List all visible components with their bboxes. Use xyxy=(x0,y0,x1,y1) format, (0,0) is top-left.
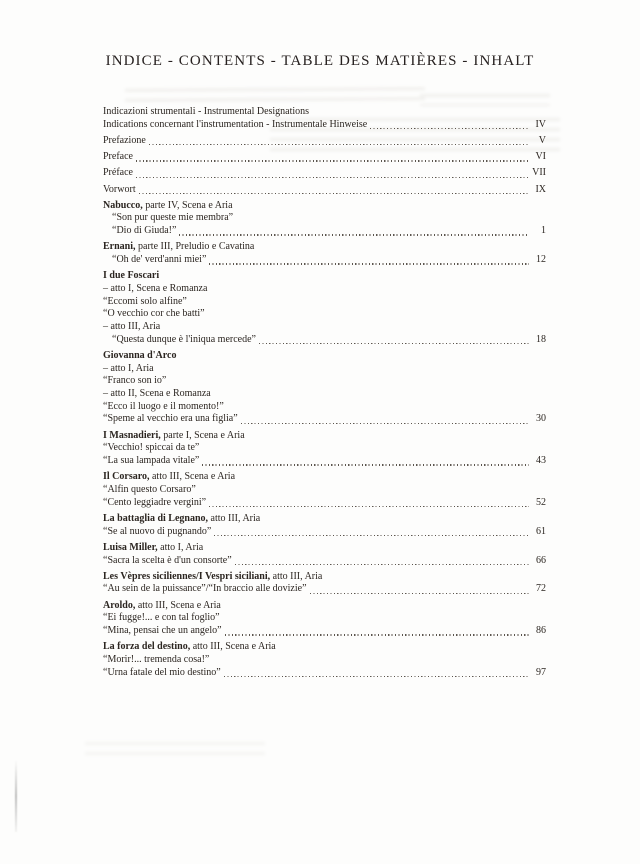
line-text: Indications concernant l'instrumentation - Instrumentale Hinweise xyxy=(103,118,368,130)
dotted-leader xyxy=(259,343,529,344)
page-title: INDICE - CONTENTS - TABLE DES MATIÈRES - INHALT xyxy=(105,53,535,69)
line-text: “Mina, pensai che un angelo” xyxy=(103,625,222,637)
line-text: “Au sein de la puissance”/“In braccio alle dovizie” xyxy=(103,583,307,595)
line-text: “Vecchio! spiccai da te” xyxy=(103,442,200,454)
page-number: 72 xyxy=(536,583,546,595)
dotted-leader xyxy=(241,423,529,424)
toc-line xyxy=(103,151,546,164)
dotted-leader xyxy=(214,535,529,536)
page-number: 66 xyxy=(536,554,546,566)
line-text: atto III, Aria xyxy=(270,570,323,582)
toc-line xyxy=(103,612,546,625)
line-text: Préface xyxy=(103,167,133,179)
line-text: “Son pur queste mie membra” xyxy=(112,212,234,224)
toc-line xyxy=(103,641,546,654)
toc-line xyxy=(103,283,546,296)
line-text: – atto III, Aria xyxy=(103,321,161,333)
dotted-leader xyxy=(235,564,529,565)
dotted-leader xyxy=(310,593,529,594)
toc-section xyxy=(103,270,546,346)
toc-section xyxy=(103,151,546,164)
dotted-leader xyxy=(225,634,529,635)
toc-line xyxy=(103,471,546,484)
line-text: atto III, Scena e Aria xyxy=(149,471,236,483)
work-title: La battaglia di Legnano, xyxy=(103,512,209,524)
toc-line xyxy=(103,270,546,283)
toc-line xyxy=(103,212,546,225)
work-title: Il Corsaro, xyxy=(103,471,150,483)
toc-line xyxy=(103,296,546,309)
toc-line xyxy=(103,375,546,388)
toc-section xyxy=(103,200,546,238)
toc-line xyxy=(103,497,546,510)
toc-section xyxy=(103,241,546,266)
table-of-contents xyxy=(103,106,546,683)
page-number: 61 xyxy=(536,525,546,537)
line-text: parte I, Scena e Aria xyxy=(160,429,245,441)
dotted-leader xyxy=(370,128,529,129)
toc-line xyxy=(103,106,546,119)
line-text: “Se al nuovo di pugnando” xyxy=(103,525,212,537)
toc-line xyxy=(103,555,546,568)
line-text: parte IV, Scena e Aria xyxy=(142,199,233,211)
work-title: Giovanna d'Arco xyxy=(103,349,177,361)
line-text: “Alfin questo Corsaro” xyxy=(103,483,196,495)
line-text: – atto II, Scena e Romanza xyxy=(103,388,211,400)
toc-line xyxy=(103,167,546,180)
line-text: “Morir!... tremenda cosa!” xyxy=(103,653,210,665)
toc-line xyxy=(103,254,546,267)
page-number: 12 xyxy=(536,254,546,266)
dotted-leader xyxy=(202,464,529,465)
page-number: VI xyxy=(535,151,546,163)
toc-section xyxy=(103,513,546,538)
line-text: “Cento leggiadre vergini” xyxy=(103,496,207,508)
line-text: parte III, Preludio e Cavatina xyxy=(135,241,255,253)
line-text: “Ecco il luogo e il momento!” xyxy=(103,400,224,412)
toc-section xyxy=(103,106,546,131)
toc-section xyxy=(103,350,546,426)
toc-section xyxy=(103,184,546,197)
toc-line xyxy=(103,542,546,555)
toc-line xyxy=(103,241,546,254)
line-text: “Questa dunque è l'iniqua mercede” xyxy=(112,333,256,345)
page-number: IX xyxy=(535,183,546,195)
line-text: “La sua lampada vitale” xyxy=(103,455,200,467)
line-text: Preface xyxy=(103,151,133,163)
bleedthrough-artifact xyxy=(125,87,425,105)
toc-section xyxy=(103,600,546,638)
work-title: Aroldo, xyxy=(103,599,136,611)
toc-line xyxy=(103,526,546,539)
toc-line xyxy=(103,225,546,238)
toc-line xyxy=(103,583,546,596)
toc-section xyxy=(103,571,546,596)
toc-line xyxy=(103,484,546,497)
dotted-leader xyxy=(136,160,529,161)
toc-section xyxy=(103,542,546,567)
toc-line xyxy=(103,184,546,197)
dotted-leader xyxy=(209,506,529,507)
dotted-leader xyxy=(179,234,529,235)
line-text: “Oh de' verd'anni miei” xyxy=(112,254,207,266)
work-title: Luisa Miller, xyxy=(103,541,158,553)
toc-section xyxy=(103,135,546,148)
line-text: “Ei fugge!... e con tal foglio” xyxy=(103,612,220,624)
toc-line xyxy=(103,654,546,667)
line-text: Prefazione xyxy=(103,134,146,146)
work-title: La forza del destino, xyxy=(103,641,191,653)
toc-line xyxy=(103,600,546,613)
line-text: atto III, Scena e Aria xyxy=(190,641,276,653)
toc-line xyxy=(103,135,546,148)
page-number: VII xyxy=(532,167,546,179)
dotted-leader xyxy=(139,193,529,194)
toc-line xyxy=(103,667,546,680)
toc-line xyxy=(103,200,546,213)
bleedthrough-artifact xyxy=(85,742,265,758)
page-number: V xyxy=(538,134,546,146)
toc-section xyxy=(103,471,546,509)
page-number: 30 xyxy=(536,413,546,425)
line-text: atto I, Aria xyxy=(157,541,204,553)
toc-line xyxy=(103,350,546,363)
toc-line xyxy=(103,430,546,443)
line-text: “Speme al vecchio era una figlia” xyxy=(103,413,238,425)
toc-line xyxy=(103,401,546,414)
line-text: – atto I, Aria xyxy=(103,362,154,374)
work-title: I Masnadieri, xyxy=(103,429,161,441)
toc-line xyxy=(103,308,546,321)
line-text: “Dio di Giuda!” xyxy=(112,225,177,237)
page-number: 52 xyxy=(536,496,546,508)
toc-section xyxy=(103,167,546,180)
line-text: atto III, Aria xyxy=(208,512,261,524)
dotted-leader xyxy=(149,144,529,145)
work-title: I due Foscari xyxy=(103,270,160,282)
toc-line xyxy=(103,625,546,638)
bleedthrough-artifact xyxy=(420,94,550,106)
line-text: “O vecchio cor che batti” xyxy=(103,308,205,320)
toc-line xyxy=(103,571,546,584)
line-text: atto III, Scena e Aria xyxy=(135,599,221,611)
work-title: Ernani, xyxy=(103,241,136,253)
toc-line xyxy=(103,513,546,526)
dotted-leader xyxy=(224,676,529,677)
toc-section xyxy=(103,641,546,679)
toc-line xyxy=(103,321,546,334)
work-title: Nabucco, xyxy=(103,199,143,211)
toc-line xyxy=(103,388,546,401)
line-text: Vorwort xyxy=(103,183,136,195)
dotted-leader xyxy=(209,263,529,264)
toc-line xyxy=(103,119,546,132)
page-number: 97 xyxy=(536,666,546,678)
toc-line xyxy=(103,455,546,468)
page-number: 86 xyxy=(536,625,546,637)
toc-line xyxy=(103,334,546,347)
line-text: “Franco son io” xyxy=(103,375,167,387)
work-title: Les Vèpres siciliennes/I Vespri siciliani, xyxy=(103,570,271,582)
page-number: 43 xyxy=(536,455,546,467)
toc-line xyxy=(103,442,546,455)
line-text: Indicazioni strumentali - Instrumental Designations xyxy=(103,106,310,117)
dotted-leader xyxy=(136,177,529,178)
line-text: “Urna fatale del mio destino” xyxy=(103,666,221,678)
scan-line-artifact xyxy=(15,760,17,832)
page-number: 18 xyxy=(536,333,546,345)
line-text: – atto I, Scena e Romanza xyxy=(103,282,208,294)
line-text: “Sacra la scelta è d'un consorte” xyxy=(103,554,232,566)
toc-section xyxy=(103,430,546,468)
line-text: “Eccomi solo alfine” xyxy=(103,295,187,307)
toc-line xyxy=(103,363,546,376)
toc-line xyxy=(103,413,546,426)
page-number: IV xyxy=(535,118,546,130)
page-number: 1 xyxy=(541,225,546,237)
